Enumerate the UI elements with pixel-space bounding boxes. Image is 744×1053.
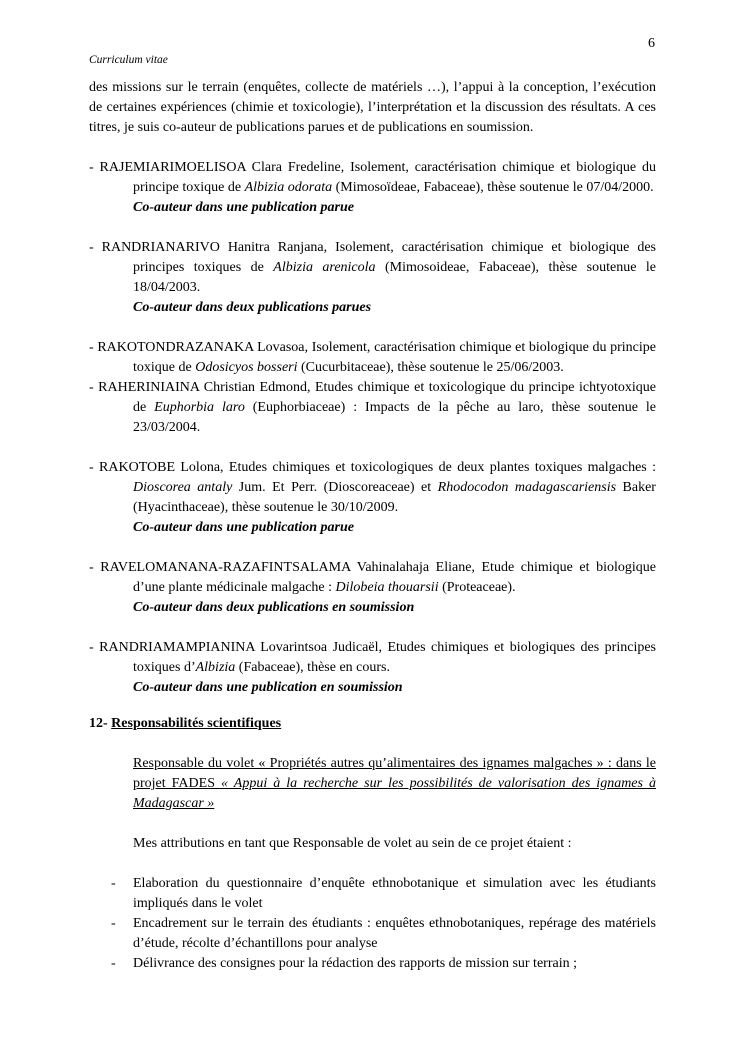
species-name: Albizia odorata [244, 180, 333, 195]
thesis-title: Isolement, caractérisation chimique et biologique du principe toxique de [133, 340, 656, 375]
thesis-title: Isolement, caractérisation chimique et biologique du principe toxique de [133, 160, 656, 195]
list-item-text: Délivrance des consignes pour la rédaction des rapports de mission sur terrain ; [133, 956, 577, 971]
intro-paragraph: des missions sur le terrain (enquêtes, collecte de matériels …), l’appui à la conception, l’exécution de certaines expériences (chimie et toxicologie), l’interprétation et la discussion des résultats. A ces titres, je suis co-auteur de publications parues et de publications en soumission. [89, 80, 656, 135]
page-content [89, 78, 656, 974]
project-title: « Appui à la recherche sur les possibilités de valorisation des ignames à Madagascar » [133, 776, 656, 811]
student-entry [89, 638, 656, 698]
thesis-details: (Fabaceae), thèse en cours. [235, 660, 390, 675]
coauthor-note: Co-auteur dans une publication parue [133, 200, 354, 215]
list-item [89, 954, 656, 974]
section-heading [89, 714, 656, 734]
student-name: - RANDRIAMAMPIANINA Lovarintsoa Judicaël, [89, 640, 388, 655]
section-number: 12- [89, 716, 112, 731]
attributions-list [89, 874, 656, 974]
student-name: - RAJEMIARIMOELISOA Clara Fredeline, [89, 160, 351, 175]
species-name: Albizia arenicola [273, 260, 376, 275]
thesis-title: Isolement, caractérisation chimique et biologique des principes toxiques de [133, 240, 656, 275]
thesis-details: Baker (Hyacinthaceae), thèse soutenue le 30/10/2009. [133, 480, 656, 515]
student-entry [89, 458, 656, 538]
coauthor-note: Co-auteur dans une publication parue [133, 520, 354, 535]
thesis-title: Etudes chimiques et toxicologiques de deux plantes toxiques malgaches : [228, 460, 656, 475]
list-item-text: Elaboration du questionnaire d’enquête ethnobotanique et simulation avec les étudiants impliqués dans le volet [133, 876, 656, 911]
species-name: Rhodocodon madagascariensis [437, 480, 617, 495]
thesis-details: (Cucurbitaceae), thèse soutenue le 25/06/2003. [297, 360, 564, 375]
student-entry [89, 378, 656, 438]
bullet-marker: - [111, 916, 116, 931]
species-name: Dioscorea antaly [133, 480, 233, 495]
thesis-details: Jum. Et Perr. (Dioscoreaceae) et [232, 480, 438, 495]
student-name: - RANDRIANARIVO Hanitra Ranjana, [89, 240, 336, 255]
student-name: - RAVELOMANANA-RAZAFINTSALAMA Vahinalahaja Eliane, [89, 560, 482, 575]
thesis-title: Etudes chimique et toxicologique du principe ichtyotoxique de [133, 380, 656, 415]
thesis-title: Etudes chimiques et biologiques des principes toxiques d’ [133, 640, 656, 675]
list-item [89, 914, 656, 954]
thesis-details: (Proteaceae). [438, 580, 516, 595]
section-title: Responsabilités scientifiques [111, 716, 282, 731]
student-entry [89, 158, 656, 218]
bullet-marker: - [111, 956, 116, 971]
student-name: - RAKOTOBE Lolona, [89, 460, 229, 475]
responsibility-statement [89, 754, 656, 814]
student-name: - RAKOTONDRAZANAKA Lovasoa, [89, 340, 312, 355]
student-entry [89, 558, 656, 618]
thesis-details: (Mimosoideae, Fabaceae), thèse soutenue le 18/04/2003. [133, 260, 656, 295]
coauthor-note: Co-auteur dans deux publications en soumission [133, 600, 415, 615]
species-name: Euphorbia laro [154, 400, 245, 415]
student-entry [89, 338, 656, 378]
attributions-intro: Mes attributions en tant que Responsable de volet au sein de ce projet étaient : [133, 836, 572, 851]
responsable-line: Responsable du volet « Propriétés autres qu’alimentaires des ignames malgaches » : dans le projet FADES [133, 756, 656, 791]
list-item [89, 874, 656, 914]
thesis-title: Etude chimique et biologique d’une plante médicinale malgache : [133, 560, 656, 595]
student-name: - RAHERINIAINA Christian Edmond, [89, 380, 315, 395]
thesis-details: (Mimosoïdeae, Fabaceae), thèse soutenue le 07/04/2000. [332, 180, 654, 195]
species-name: Albizia [195, 660, 236, 675]
thesis-details: (Euphorbiaceae) : Impacts de la pêche au laro, thèse soutenue le 23/03/2004. [133, 400, 656, 435]
coauthor-note: Co-auteur dans une publication en soumission [133, 680, 403, 695]
list-item-text: Encadrement sur le terrain des étudiants : enquêtes ethnobotaniques, repérage des matériels d’étude, récolte d’échantillons pour analyse [133, 916, 656, 951]
species-name: Dilobeia thouarsii [335, 580, 439, 595]
running-head: Curriculum vitae [89, 54, 168, 66]
student-entry [89, 238, 656, 318]
page-number: 6 [648, 36, 655, 51]
species-name: Odosicyos bosseri [195, 360, 298, 375]
coauthor-note: Co-auteur dans deux publications parues [133, 300, 372, 315]
bullet-marker: - [111, 876, 116, 891]
